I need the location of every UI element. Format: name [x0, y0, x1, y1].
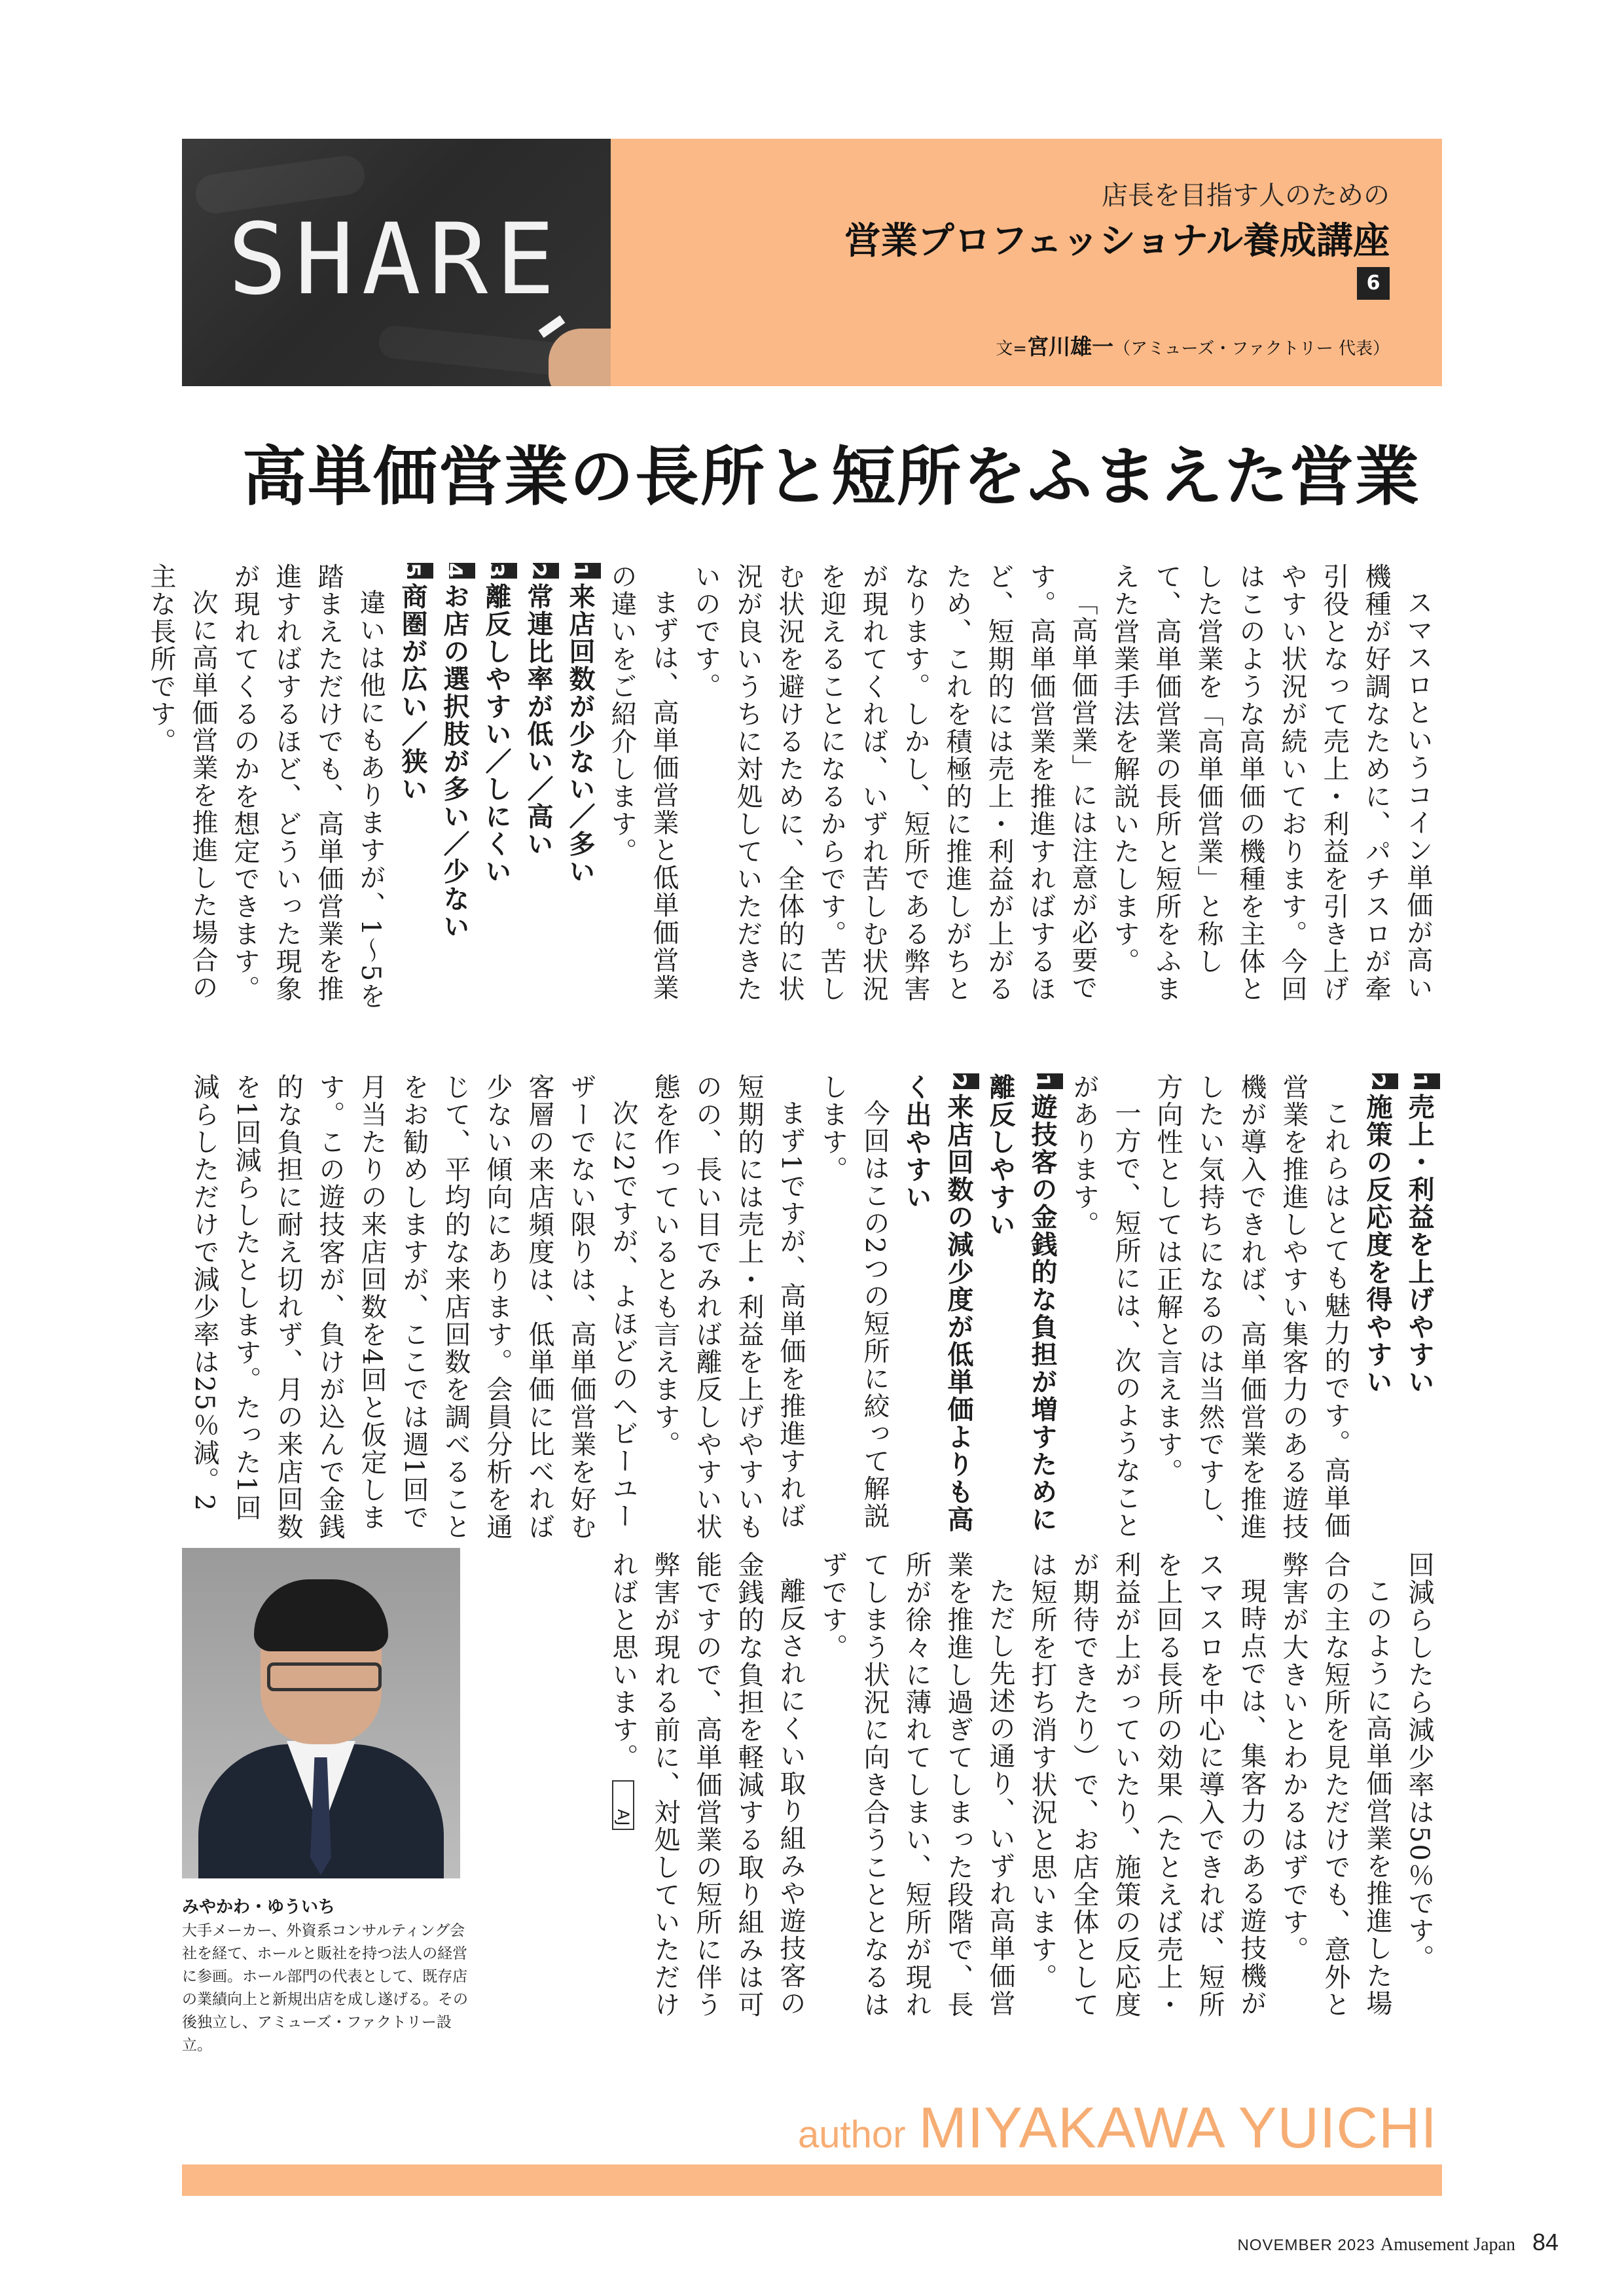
point-text: 売上・利益を上げやすい	[1404, 1093, 1434, 1396]
series-title: 営業プロフェッショナル養成講座	[844, 220, 1390, 262]
point-text: 来店回数が少ない／多い	[565, 583, 595, 886]
author-signature	[798, 2094, 1437, 2161]
article-paragraph: 離反されにくい取り組みや遊技客の金銭的な負担を軽減する取り組みは可能ですので、高単価営業の短所に伴う弊害が現れる前に、対処していただければと思います。AJ	[608, 1551, 806, 2018]
article-point	[517, 563, 559, 1024]
article-point	[433, 563, 475, 1024]
point-number-badge: 1	[575, 563, 601, 579]
author-signature-name: MIYAKAWA YUICHI	[918, 2095, 1437, 2160]
point-number-badge: 1	[1414, 1073, 1440, 1089]
article-paragraph: まずは、高単価営業と低単価営業の違いをご紹介します。	[607, 563, 679, 1001]
article-paragraph: 回減らしたら減少率は50％です。	[1404, 1551, 1434, 1972]
point-number-badge: 5	[407, 563, 433, 579]
point-text: 商圏が広い／狭い	[397, 583, 427, 803]
point-text: 遊技客の金銭的な負担が増すために離反しやすい	[985, 1073, 1057, 1534]
chalkboard-text: SHARE	[228, 203, 563, 317]
point-number-badge: 1	[1037, 1073, 1063, 1089]
byline-affiliation: （アミューズ・ファクトリー 代表）	[1113, 339, 1390, 359]
point-text: 離反しやすい／しにくい	[481, 583, 511, 886]
point-text: 来店回数の減少度が低単価よりも高く出やすい	[901, 1073, 973, 1534]
article-title: 高単価営業の長所と短所をふまえた営業	[242, 439, 1421, 514]
issue-number-badge: 6	[1357, 267, 1390, 300]
article-paragraph: 「高単価営業」には注意が必要です。高単価営業を推進すればするほど、短期的には売上・利益が上がるため、これを積極的に推進しがちとなります。しかし、短所である弊害が現れてくれば、いずれ苦しむ状況を迎えることになるからです。苦しむ状況を避けるために、全体的に状況が良いうちに対処していただきたいのです。	[691, 563, 1098, 1003]
author-name-kana: みやかわ・ゆういち	[182, 1897, 336, 1917]
article-paragraph: 次に2ですが、よほどのヘビーユーザーでない限りは、高単価営業を好む客層の来店頻度は、低単価に比べれば少ない傾向にあります。会員分析を通じて、平均的な来店回数を調べることをお勧めしますが、ここでは週1回で月当たりの来店回数を4回と仮定します。この遊技客が、負けが込んで金銭的な負担に耐え切れず、月の来店回数を1回減らしたとします。たった1回減らしただけで減少率は25％減。2	[189, 1073, 638, 1541]
point-text: 常連比率が低い／高い	[523, 583, 553, 858]
orange-divider-bar	[182, 2164, 1442, 2196]
byline-prefix: 文=	[996, 339, 1028, 359]
header-chalkboard-photo	[182, 139, 611, 386]
author-bio: 大手メーカー、外資系コンサルティング会社を経て、ホールと販社を持つ法人の経営に参画。ホール部門の代表として、既存店の業績向上と新規出店を成し遂げる。その後独立し、アミューズ・ファクトリー設立。	[182, 1922, 468, 2054]
point-number-badge: 2	[1372, 1073, 1398, 1089]
article-paragraph: まず1ですが、高単価を推進すれば短期的には売上・利益を上げやすいものの、長い目でみれば離反しやすい状態を作っているとも言えます。	[650, 1073, 806, 1541]
article-point	[391, 563, 433, 1024]
article-paragraph: このように高単価営業を推進した場合の主な短所を見ただけでも、意外と弊害が大きいとわかるはずです。	[1278, 1551, 1392, 2018]
point-number-badge: 2	[953, 1073, 979, 1089]
article-point	[475, 563, 517, 1024]
footer-month: NOVEMBER 2023	[1237, 2236, 1375, 2254]
article-point	[1356, 1073, 1398, 1548]
byline-name: 宮川雄一	[1027, 334, 1114, 359]
author-photo	[182, 1548, 460, 1878]
article-paragraph: 違いは他にもありますが、1〜5を踏まえただけでも、高単価営業を推進すればするほど、どういった現象が現れてくるのかを想定できます。	[230, 563, 386, 1010]
article-block-bottom	[537, 1551, 1440, 2022]
article-paragraph: 現時点では、集客力のある遊技機がスマスロを中心に導入できれば、短所を上回る長所の効果（たとえば売上・利益が上がっていたり、施策の反応度が期待できたり）で、お店全体としては短所を打ち消す状況と思います。	[1027, 1551, 1267, 2018]
article-paragraph: スマスロというコイン単価が高い機種が好調なために、パチスロが牽引役となって売上・利益を引き上げやすい状況が続いております。今回はこのような高単価の機種を主体とした営業を「高単価営業」と称して、高単価営業の長所と短所をふまえた営業手法を解説いたします。	[1110, 563, 1433, 1003]
point-number-badge: 2	[533, 563, 559, 579]
byline	[996, 330, 1390, 361]
footer-magazine: Amusement Japan	[1380, 2234, 1515, 2255]
article-paragraph: 一方で、短所には、次のようなことがあります。	[1069, 1073, 1141, 1539]
series-header-panel	[611, 139, 1442, 386]
article-paragraph: 今回はこの2つの短所に絞って解説します。	[818, 1073, 890, 1530]
page-number: 84	[1532, 2229, 1559, 2255]
article-point	[979, 1073, 1063, 1548]
end-mark: AJ	[612, 1780, 634, 1830]
article-paragraph: これらはとても魅力的です。高単価営業を推進しやすい集客力のある遊技機が導入できれば、高単価営業を推進したい気持ちになるのは当然ですし、方向性としては正解と言えます。	[1153, 1073, 1350, 1541]
article-point	[559, 563, 601, 1024]
point-text: お店の選択肢が多い／少ない	[439, 583, 469, 941]
article-point	[1398, 1073, 1440, 1548]
article-paragraph: 次に高単価営業を推進した場合の主な長所です。	[146, 563, 218, 1001]
point-number-badge: 4	[449, 563, 475, 579]
point-number-badge: 3	[491, 563, 517, 579]
hand-image	[549, 329, 611, 386]
series-subtitle: 店長を目指す人のための	[1102, 181, 1390, 211]
article-block-top	[146, 563, 1439, 1024]
article-block-middle	[189, 1073, 1440, 1548]
article-paragraph: ただし先述の通り、いずれ高単価営業を推進し過ぎてしまった段階で、長所が徐々に薄れてしまい、短所が現れてしまう状況に向き合うこととなるはずです。	[818, 1551, 1015, 2018]
article-point	[895, 1073, 979, 1548]
page-footer	[1237, 2229, 1559, 2256]
point-text: 施策の反応度を得やすい	[1362, 1093, 1392, 1396]
author-signature-label: author	[798, 2113, 906, 2156]
